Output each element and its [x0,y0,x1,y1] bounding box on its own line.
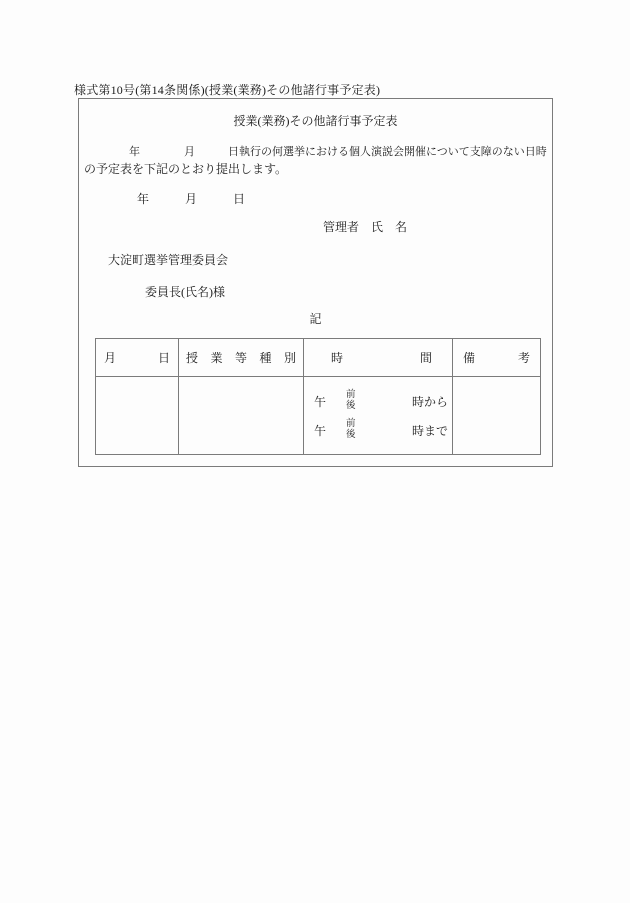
pm-label: 後 [346,401,356,411]
header-class-type-char: 別 [283,351,296,365]
cell-remarks [453,377,541,455]
schedule-table [95,338,541,455]
header-time-left-label: 時 [331,351,344,365]
ampm-label: 午 [314,394,327,409]
header-class-type [179,339,304,377]
header-time [304,339,453,377]
header-day-label: 日 [157,351,170,365]
header-class-type-char: 業 [210,351,223,365]
chairman-line: 委員長(氏名)様 [145,285,225,299]
am-label: 前 [346,419,356,429]
note-heading: 記 [309,312,322,326]
table-body-row [96,377,541,455]
committee-name: 大淀町選挙管理委員会 [108,253,229,267]
header-remarks-left-label: 備 [463,351,476,365]
am-label: 前 [346,390,356,400]
statement-line-1: 年 月 日執行の何選挙における個人演説会開催について支障のない日時 [129,146,547,158]
header-class-type-char: 等 [234,351,247,365]
form-title: 授業(業務)その他諸行事予定表 [233,114,398,128]
header-month-label: 月 [104,351,117,365]
header-class-type-char: 授 [186,351,199,365]
cell-class-type [179,377,304,455]
date-line: 年 月 日 [137,192,246,206]
am-pm-stack [346,390,356,412]
cell-time [304,377,453,455]
time-until-line [314,419,448,441]
time-until-suffix: 時まで [411,423,448,438]
header-time-right-label: 間 [419,351,432,365]
header-remarks [453,339,541,377]
statement-line-2: の予定表を下記のとおり提出します。 [84,162,288,176]
form-number-label: 様式第10号(第14条関係)(授業(業務)その他諸行事予定表) [74,83,381,97]
time-from-line [314,390,448,412]
form-box [78,98,553,467]
ampm-label: 午 [314,423,327,438]
header-month-day [96,339,179,377]
pm-label: 後 [346,430,356,440]
cell-month-day [96,377,179,455]
statement [84,144,547,178]
table-header-row [96,339,541,377]
am-pm-stack [346,419,356,441]
time-from-suffix: 時から [411,394,448,409]
header-class-type-char: 種 [259,351,272,365]
manager-name-line: 管理者 氏 名 [323,220,408,234]
header-remarks-right-label: 考 [517,351,530,365]
